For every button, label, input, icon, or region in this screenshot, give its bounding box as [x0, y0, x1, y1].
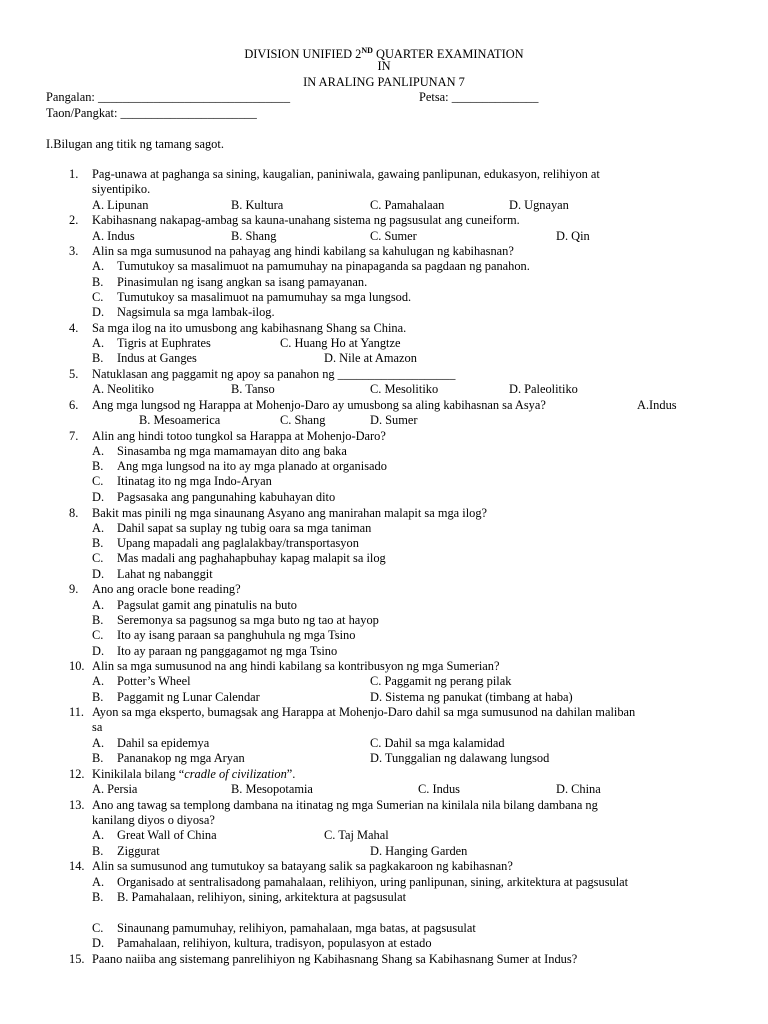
question-text: Alin sa sumusunod ang tumutukoy sa batayang salik sa pagkakaroon ng kabihasnan? — [92, 859, 513, 873]
cradle-phrase: cradle of civilization — [184, 767, 287, 781]
option-b[interactable]: Ziggurat — [117, 844, 160, 858]
question-number: 14. — [69, 859, 85, 873]
question-number: 7. — [69, 429, 79, 443]
question-number: 3. — [69, 244, 79, 258]
question-text: Alin sa mga sumusunod na pahayag ang hindi kabilang sa kahulugan ng kabihasnan? — [92, 244, 514, 258]
question-text: Paano naiiba ang sistemang panrelihiyon ng Kabihasnang Shang sa Kabihasnang Sumer at Indus? — [92, 952, 578, 966]
option-d[interactable]: D. Ugnayan — [509, 198, 569, 212]
question-text-cont: siyentipiko. — [92, 182, 151, 196]
option-letter: B. — [92, 459, 104, 473]
date-field[interactable]: Petsa: ______________ — [419, 90, 539, 104]
question-text: Alin ang hindi totoo tungkol sa Harappa at Mohenjo-Daro? — [92, 429, 386, 443]
option-a[interactable]: A. Indus — [92, 229, 135, 243]
question-text: Kinikilala bilang “cradle of civilization”. — [92, 767, 296, 781]
option-a[interactable]: Potter’s Wheel — [117, 674, 191, 688]
option-b[interactable]: Paggamit ng Lunar Calendar — [117, 690, 260, 704]
option-c[interactable]: C. Taj Mahal — [324, 828, 389, 842]
option-c[interactable]: C. Shang — [280, 413, 326, 427]
question-text: Natuklasan ang paggamit ng apoy sa panahon ng ___________________ — [92, 367, 456, 381]
option-b[interactable]: B. Mesopotamia — [231, 782, 313, 796]
question-number: 1. — [69, 167, 79, 181]
option-letter: C. — [92, 290, 104, 304]
option-b[interactable]: B. Kultura — [231, 198, 284, 212]
option-d[interactable]: Pagsasaka ang pangunahing kabuhayan dito — [117, 490, 336, 504]
option-a[interactable]: A. Persia — [92, 782, 138, 796]
option-letter: A. — [92, 736, 105, 750]
option-letter: B. — [92, 351, 104, 365]
exam-title-line1: DIVISION UNIFIED 2ND QUARTER EXAMINATION — [244, 46, 524, 62]
question-text: Pag-unawa at paghanga sa sining, kaugalian, paniniwala, gawaing panlipunan, edukasyon, relihiyon at — [92, 167, 600, 181]
question-number: 13. — [69, 798, 85, 812]
option-letter: D. — [92, 305, 105, 319]
option-letter: A. — [92, 336, 105, 350]
option-letter: A. — [92, 444, 105, 458]
option-a[interactable]: Dahil sapat sa suplay ng tubig oara sa mga taniman — [117, 521, 372, 535]
option-a[interactable]: Great Wall of China — [117, 828, 217, 842]
option-letter: A. — [92, 598, 105, 612]
option-c[interactable]: Ito ay isang paraan sa panghuhula ng mga Tsino — [117, 628, 356, 642]
option-a[interactable]: Organisado at sentralisadong pamahalaan, relihiyon, uring panlipunan, sining, arkitektura at pagsusulat — [117, 875, 629, 889]
option-letter: C. — [92, 474, 104, 488]
option-a[interactable]: Tumutukoy sa masalimuot na pamumuhay na pinapaganda sa pagdaan ng panahon. — [117, 259, 530, 273]
question-text: Ayon sa mga eksperto, bumagsak ang Harappa at Mohenjo-Daro dahil sa mga sumusunod na dahilan maliban — [92, 705, 636, 719]
option-letter: B. — [92, 751, 104, 765]
option-d[interactable]: D. Paleolitiko — [509, 382, 578, 396]
option-c[interactable]: Itinatag ito ng mga Indo-Aryan — [117, 474, 272, 488]
option-d[interactable]: Lahat ng nabanggit — [117, 567, 213, 581]
option-letter: A. — [92, 259, 105, 273]
option-letter: D. — [92, 490, 105, 504]
question-text-cont: kanilang diyos o diyosa? — [92, 813, 215, 827]
option-d[interactable]: D. Qin — [556, 229, 590, 243]
option-letter: A. — [92, 521, 105, 535]
option-d[interactable]: Ito ay paraan ng panggagamot ng mga Tsino — [117, 644, 338, 658]
question-number: 11. — [69, 705, 85, 719]
option-d[interactable]: D. Sistema ng panukat (timbang at haba) — [370, 690, 573, 704]
option-letter: D. — [92, 567, 105, 581]
option-letter: C. — [92, 628, 104, 642]
question-text: Kabihasnang nakapag-ambag sa kauna-unahang sistema ng pagsusulat ang cuneiform. — [92, 213, 520, 227]
option-letter: B. — [92, 613, 104, 627]
option-d[interactable]: D. Hanging Garden — [370, 844, 468, 858]
option-b[interactable]: Ang mga lungsod na ito ay mga planado at organisado — [117, 459, 387, 473]
option-letter: A. — [92, 875, 105, 889]
exam-title-line3: IN ARALING PANLIPUNAN 7 — [303, 75, 465, 89]
option-b[interactable]: Pinasimulan ng isang angkan sa isang pamayanan. — [117, 275, 368, 289]
option-c[interactable]: C. Pamahalaan — [370, 198, 445, 212]
option-c[interactable]: Sinaunang pamumuhay, relihiyon, pamahalaan, mga batas, at pagsusulat — [117, 921, 476, 935]
option-letter: B. — [92, 690, 104, 704]
option-letter: A. — [92, 828, 105, 842]
option-b[interactable]: B. Mesoamerica — [139, 413, 221, 427]
question-text: Ano ang tawag sa templong dambana na itinatag ng mga Sumerian na kinilala nila bilang dambana ng — [92, 798, 598, 812]
option-c[interactable]: Tumutukoy sa masalimuot na pamumuhay sa mga lungsod. — [117, 290, 412, 304]
question-text: Sa mga ilog na ito umusbong ang kabihasnang Shang sa China. — [92, 321, 407, 335]
question-text: Ano ang oracle bone reading? — [92, 582, 241, 596]
option-letter: B. — [92, 890, 104, 904]
question-number: 4. — [69, 321, 79, 335]
option-d[interactable]: D. China — [556, 782, 601, 796]
option-d[interactable]: D. Sumer — [370, 413, 418, 427]
option-letter: A. — [92, 674, 105, 688]
question-number: 8. — [69, 506, 79, 520]
option-d[interactable]: D. Nile at Amazon — [324, 351, 417, 365]
option-a[interactable]: Sinasamba ng mga mamamayan dito ang baka — [117, 444, 347, 458]
question-number: 9. — [69, 582, 79, 596]
option-c[interactable]: C. Mesolitiko — [370, 382, 439, 396]
question-text: Alin sa mga sumusunod na ang hindi kabilang sa kontribusyon ng mga Sumerian? — [92, 659, 500, 673]
option-a[interactable]: Dahil sa epidemya — [117, 736, 210, 750]
question-number: 2. — [69, 213, 79, 227]
option-letter: C. — [92, 551, 104, 565]
option-b[interactable]: B. Shang — [231, 229, 277, 243]
option-a[interactable]: Pagsulat gamit ang pinatulis na buto — [117, 598, 297, 612]
option-c[interactable]: C. Huang Ho at Yangtze — [280, 336, 401, 350]
option-letter: B. — [92, 844, 104, 858]
option-letter: D. — [92, 936, 105, 950]
option-letter: D. — [92, 644, 105, 658]
option-b[interactable]: Pananakop ng mga Aryan — [117, 751, 245, 765]
option-b[interactable]: Indus at Ganges — [117, 351, 197, 365]
name-field[interactable]: Pangalan: _______________________________ — [46, 90, 291, 104]
option-c[interactable]: C. Paggamit ng perang pilak — [370, 674, 512, 688]
option-c[interactable]: C. Sumer — [370, 229, 417, 243]
option-a[interactable]: Tigris at Euphrates — [117, 336, 211, 350]
option-b[interactable]: Upang mapadali ang paglalakbay/transportasyon — [117, 536, 359, 550]
option-a[interactable]: A. Lipunan — [92, 198, 149, 212]
option-letter: B. — [92, 536, 104, 550]
option-c[interactable]: C. Indus — [418, 782, 460, 796]
option-b[interactable]: Seremonya sa pagsunog sa mga buto ng tao at hayop — [117, 613, 379, 627]
option-a[interactable]: A.Indus — [637, 398, 677, 412]
option-b[interactable]: B. Pamahalaan, relihiyon, sining, arkitektura at pagsusulat — [117, 890, 407, 904]
option-d[interactable]: Pamahalaan, relihiyon, kultura, tradisyon, populasyon at estado — [117, 936, 432, 950]
question-number: 5. — [69, 367, 79, 381]
question-number: 6. — [69, 398, 79, 412]
question-number: 10. — [69, 659, 85, 673]
option-a[interactable]: A. Neolitiko — [92, 382, 154, 396]
question-text-cont: sa — [92, 720, 103, 734]
instructions: I.Bilugan ang titik ng tamang sagot. — [46, 137, 224, 151]
section-field[interactable]: Taon/Pangkat: ______________________ — [46, 106, 257, 120]
exam-title-line2: IN — [377, 59, 391, 73]
option-c[interactable]: Mas madali ang paghahapbuhay kapag malapit sa ilog — [117, 551, 386, 565]
option-d[interactable]: Nagsimula sa mga lambak-ilog. — [117, 305, 275, 319]
option-c[interactable]: C. Dahil sa mga kalamidad — [370, 736, 505, 750]
option-b[interactable]: B. Tanso — [231, 382, 275, 396]
question-text: Ang mga lungsod ng Harappa at Mohenjo-Daro ay umusbong sa aling kabihasnan sa Asya? — [92, 398, 546, 412]
option-letter: C. — [92, 921, 104, 935]
question-number: 15. — [69, 952, 85, 966]
question-number: 12. — [69, 767, 85, 781]
option-d[interactable]: D. Tunggalian ng dalawang lungsod — [370, 751, 550, 765]
option-letter: B. — [92, 275, 104, 289]
question-text: Bakit mas pinili ng mga sinaunang Asyano ang manirahan malapit sa mga ilog? — [92, 506, 488, 520]
